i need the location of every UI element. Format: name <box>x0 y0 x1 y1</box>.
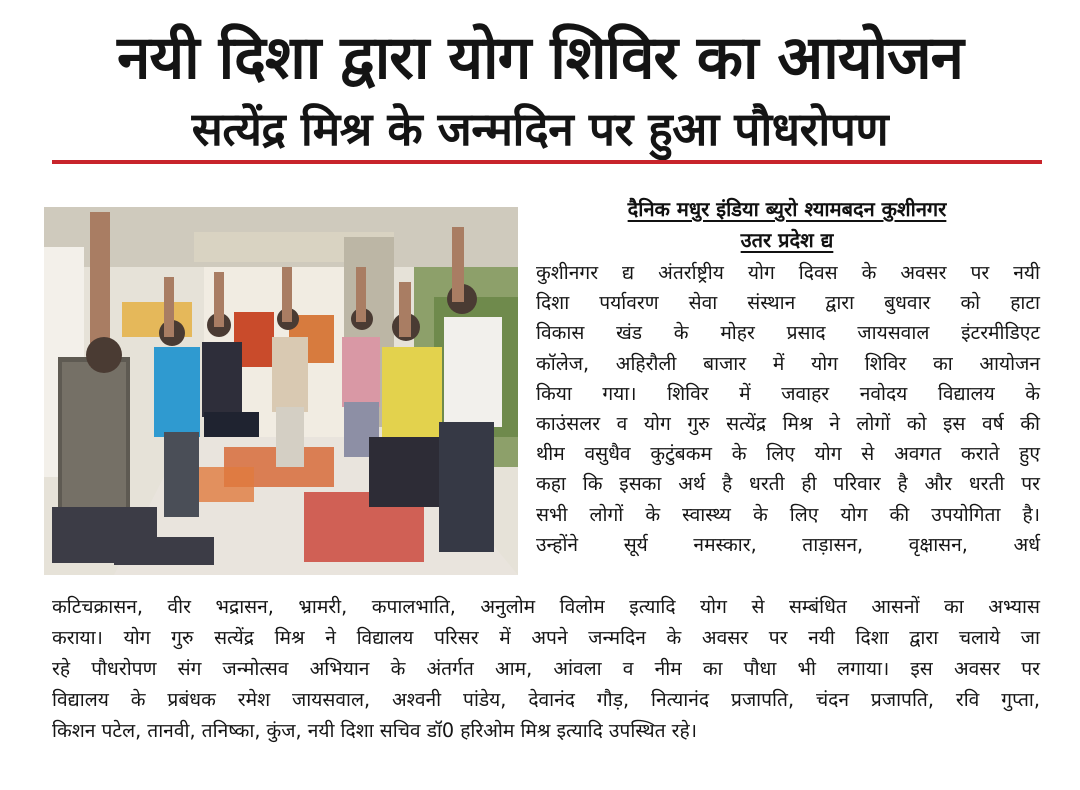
body-line: रहे पौधरोपण संग जन्मोत्सव अभियान के अंतर्गत आम, आंवला व नीम का पौधा भी लगाया। इस अवसर पर <box>52 657 1040 680</box>
body-line: सभी लोगों के स्वास्थ्य के लिए योग की उपयोगिता है। <box>536 502 1040 526</box>
body-line: दिशा पर्यावरण सेवा संस्थान द्वारा बुधवार को हाटा <box>536 291 1040 315</box>
body-line: उन्होंने सूर्य नमस्कार, ताड़ासन, वृक्षासन, अर्ध <box>536 532 1040 556</box>
body-line: कटिचक्रासन, वीर भद्रासन, भ्रामरी, कपालभाति, अनुलोम विलोम इत्यादि योग से सम्बंधित आसनों का अभ्यास <box>52 595 1040 618</box>
body-line: किया गया। शिविर में जवाहर नवोदय विद्यालय के <box>536 381 1040 405</box>
body-line: कॉलेज, अहिरौली बाजार में योग शिविर का आयोजन <box>536 351 1040 375</box>
body-line: कुशीनगर द्य अंतर्राष्ट्रीय योग दिवस के अवसर पर नयी <box>536 261 1040 284</box>
headline: नयी दिशा द्वारा योग शिविर का आयोजन <box>117 23 963 93</box>
byline <box>536 194 1038 256</box>
body-line: किशन पटेल, तानवी, तनिष्का, कुंज, नयी दिशा सचिव डॉ0 हरिओम मिश्र इत्यादि उपस्थित रहे। <box>52 719 697 742</box>
body-line: थीम वसुधैव कुटुंबकम के लिए योग से अवगत कराते हुए <box>536 442 1040 466</box>
body-line: विकास खंड के मोहर प्रसाद जायसवाल इंटरमीडिएट <box>536 321 1040 345</box>
body-line: विद्यालय के प्रबंधक रमेश जायसवाल, अश्वनी पांडेय, देवानंद गौड़, नित्यानंद प्रजापति, चंदन प्रजापति, रवि गुप्ता, <box>52 688 1040 711</box>
article-body-top <box>536 258 1040 560</box>
body-line: कराया। योग गुरु सत्येंद्र मिश्र ने विद्यालय परिसर में अपने जन्मदिन के अवसर पर नयी दिशा द्वारा चलाये जा <box>52 626 1040 649</box>
yoga-camp-photo <box>44 207 518 575</box>
subheadline: सत्येंद्र मिश्र के जन्मदिन पर हुआ पौधरोपण <box>191 102 889 156</box>
body-line: कहा कि इसका अर्थ है धरती ही परिवार है और धरती पर <box>536 472 1040 496</box>
body-line: काउंसलर व योग गुरु सत्येंद्र मिश्र ने लोगों को इस वर्ष की <box>536 412 1040 436</box>
byline-line-1: दैनिक मधुर इंडिया ब्युरो श्यामबदन कुशीनगर <box>627 197 947 221</box>
headline-rule <box>52 160 1042 164</box>
byline-line-2: उतर प्रदेश द्य <box>740 228 834 252</box>
article-body-bottom <box>52 591 1040 746</box>
